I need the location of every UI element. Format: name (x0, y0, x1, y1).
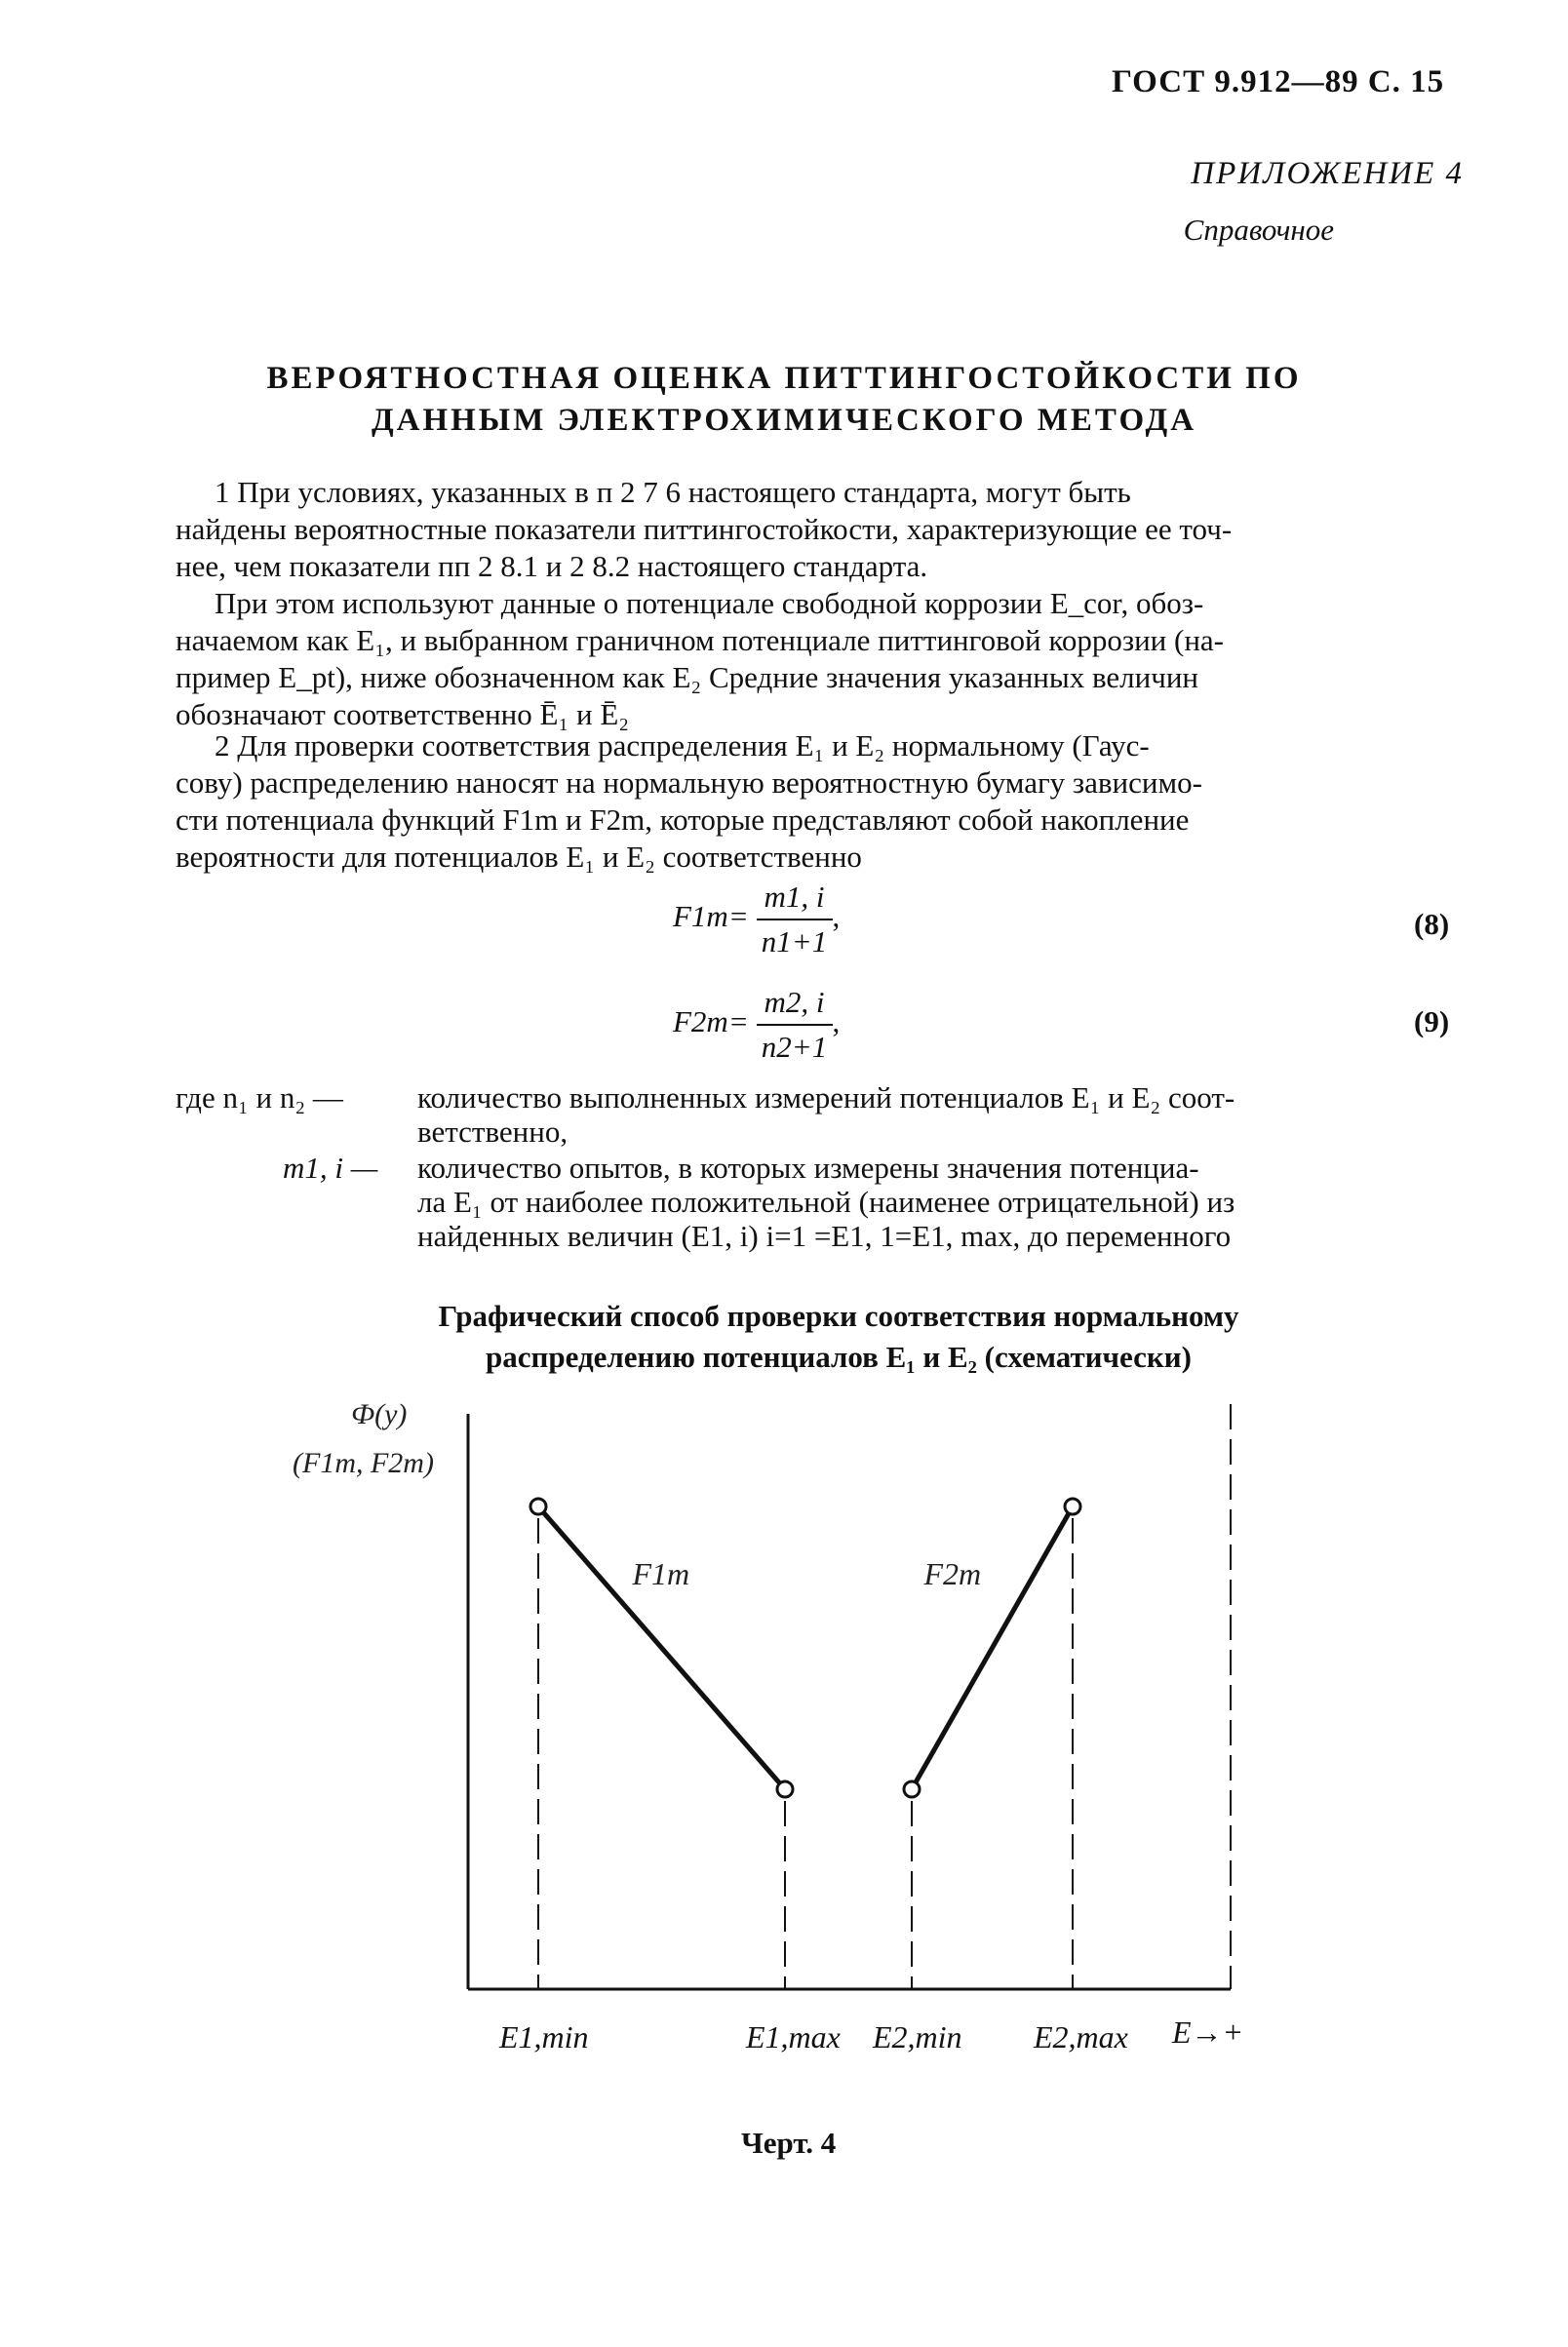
formula-fraction (757, 880, 833, 959)
definition-line: найденных величин (E1, i) i=1 =E1, 1=E1, max, до переменного (417, 1219, 1232, 1253)
formula-numerator: m1, i (757, 880, 833, 920)
formula-numerator: m2, i (757, 985, 833, 1026)
x-tick-label: E2,min (873, 2019, 962, 2054)
series-point (904, 1781, 920, 1797)
series-point (1065, 1499, 1080, 1514)
document-title-line-2: ДАННЫМ ЭЛЕКТРОХИМИЧЕСКОГО МЕТОДА (371, 403, 1197, 438)
formula-number-9: (9) (1414, 1004, 1450, 1038)
x-axis-label: E→+ (1172, 2015, 1244, 2050)
y-axis-label: Ф(y) (351, 1398, 408, 1430)
paragraph-line: нее, чем показатели пп 2 8.1 и 2 8.2 настоящего стандарта. (176, 549, 928, 583)
definition-text (417, 1151, 1235, 1253)
series-line (538, 1506, 785, 1789)
series-line (912, 1506, 1073, 1789)
definition-term: где n₁ и n₂ — (176, 1080, 343, 1115)
formula-8: F1m= $\frac{m1, i}{n1+1}$ , (673, 880, 841, 958)
x-tick-label: E1,max (746, 2019, 841, 2054)
paragraph-line: найдены вероятностные показатели питтингостойкости, характеризующие ее точ- (176, 512, 1233, 546)
x-tick-label: E1,min (499, 2019, 589, 2054)
definition-line: ла E₁ от наиболее положительной (наименее отрицательной) из (417, 1185, 1235, 1219)
series-name-label: F2m (923, 1556, 982, 1591)
series-name-label: F1m (632, 1556, 690, 1591)
definition-line: ветственно, (417, 1115, 568, 1149)
definition-line: количество опытов, в которых измерены значения потенциа- (417, 1151, 1199, 1185)
formula-lhs: F1m= (673, 899, 749, 934)
definition-line: количество выполненных измерений потенциалов E₁ и E₂ соот- (417, 1080, 1235, 1115)
paragraph-line: сти потенциала функций F1m и F2m, которые представляют собой накопление (176, 802, 1190, 837)
formula-9: F2m= $\frac{m2, i}{n2+1}$ , (673, 985, 841, 1064)
definition-text (417, 1080, 1235, 1149)
formula-lhs: F2m= (673, 1004, 749, 1039)
figure-title-line-2: распределению потенциалов E₁ и E₂ (схематически) (486, 1340, 1192, 1374)
definition-term: m1, i — (283, 1151, 378, 1185)
paragraph-1 (176, 474, 1502, 585)
pitting-chart (0, 1385, 1568, 2087)
appendix-label: ПРИЛОЖЕНИЕ 4 (1191, 156, 1464, 191)
appendix-note: Справочное (1183, 213, 1334, 247)
paragraph-line: 2 Для проверки соответствия распределения E₁ и E₂ нормальному (Гаус- (215, 728, 1150, 763)
formula-fraction (757, 985, 833, 1065)
y-axis-label: (F1m, F2m) (293, 1447, 434, 1479)
document-title-line-1: ВЕРОЯТНОСТНАЯ ОЦЕНКА ПИТТИНГОСТОЙКОСТИ ПО (266, 361, 1302, 396)
formula-denominator: n2+1 (761, 1030, 828, 1064)
paragraph-2 (176, 585, 1502, 733)
series-point (777, 1781, 793, 1797)
formula-number-8: (8) (1414, 907, 1450, 941)
paragraph-line: вероятности для потенциалов E₁ и E₂ соответственно (176, 840, 862, 874)
paragraph-line: При этом используют данные о потенциале свободной коррозии E_cor, обоз- (215, 586, 1204, 620)
paragraph-line: обозначают соответственно Ē₁ и Ē₂ (176, 697, 630, 731)
formula-denominator: n1+1 (761, 924, 828, 958)
paragraph-line: пример E_pt), ниже обозначенном как E₂ Средние значения указанных величин (176, 660, 1199, 694)
series-point (530, 1499, 546, 1514)
figure-caption: Черт. 4 (741, 2126, 837, 2160)
x-tick-label: E2,max (1034, 2019, 1128, 2054)
paragraph-line: начаемом как E₁, и выбранном граничном потенциале питтинговой коррозии (на- (176, 623, 1225, 657)
paragraph-3 (176, 727, 1502, 876)
standard-header: ГОСТ 9.912—89 С. 15 (1112, 64, 1445, 99)
figure-title-line-1: Графический способ проверки соответствия нормальному (438, 1299, 1239, 1333)
paragraph-line: сову) распределению наносят на нормальную вероятностную бумагу зависимо- (176, 765, 1202, 800)
chart-layer (293, 1398, 1243, 2054)
paragraph-line: 1 При условиях, указанных в п 2 7 6 настоящего стандарта, могут быть (215, 475, 1131, 509)
